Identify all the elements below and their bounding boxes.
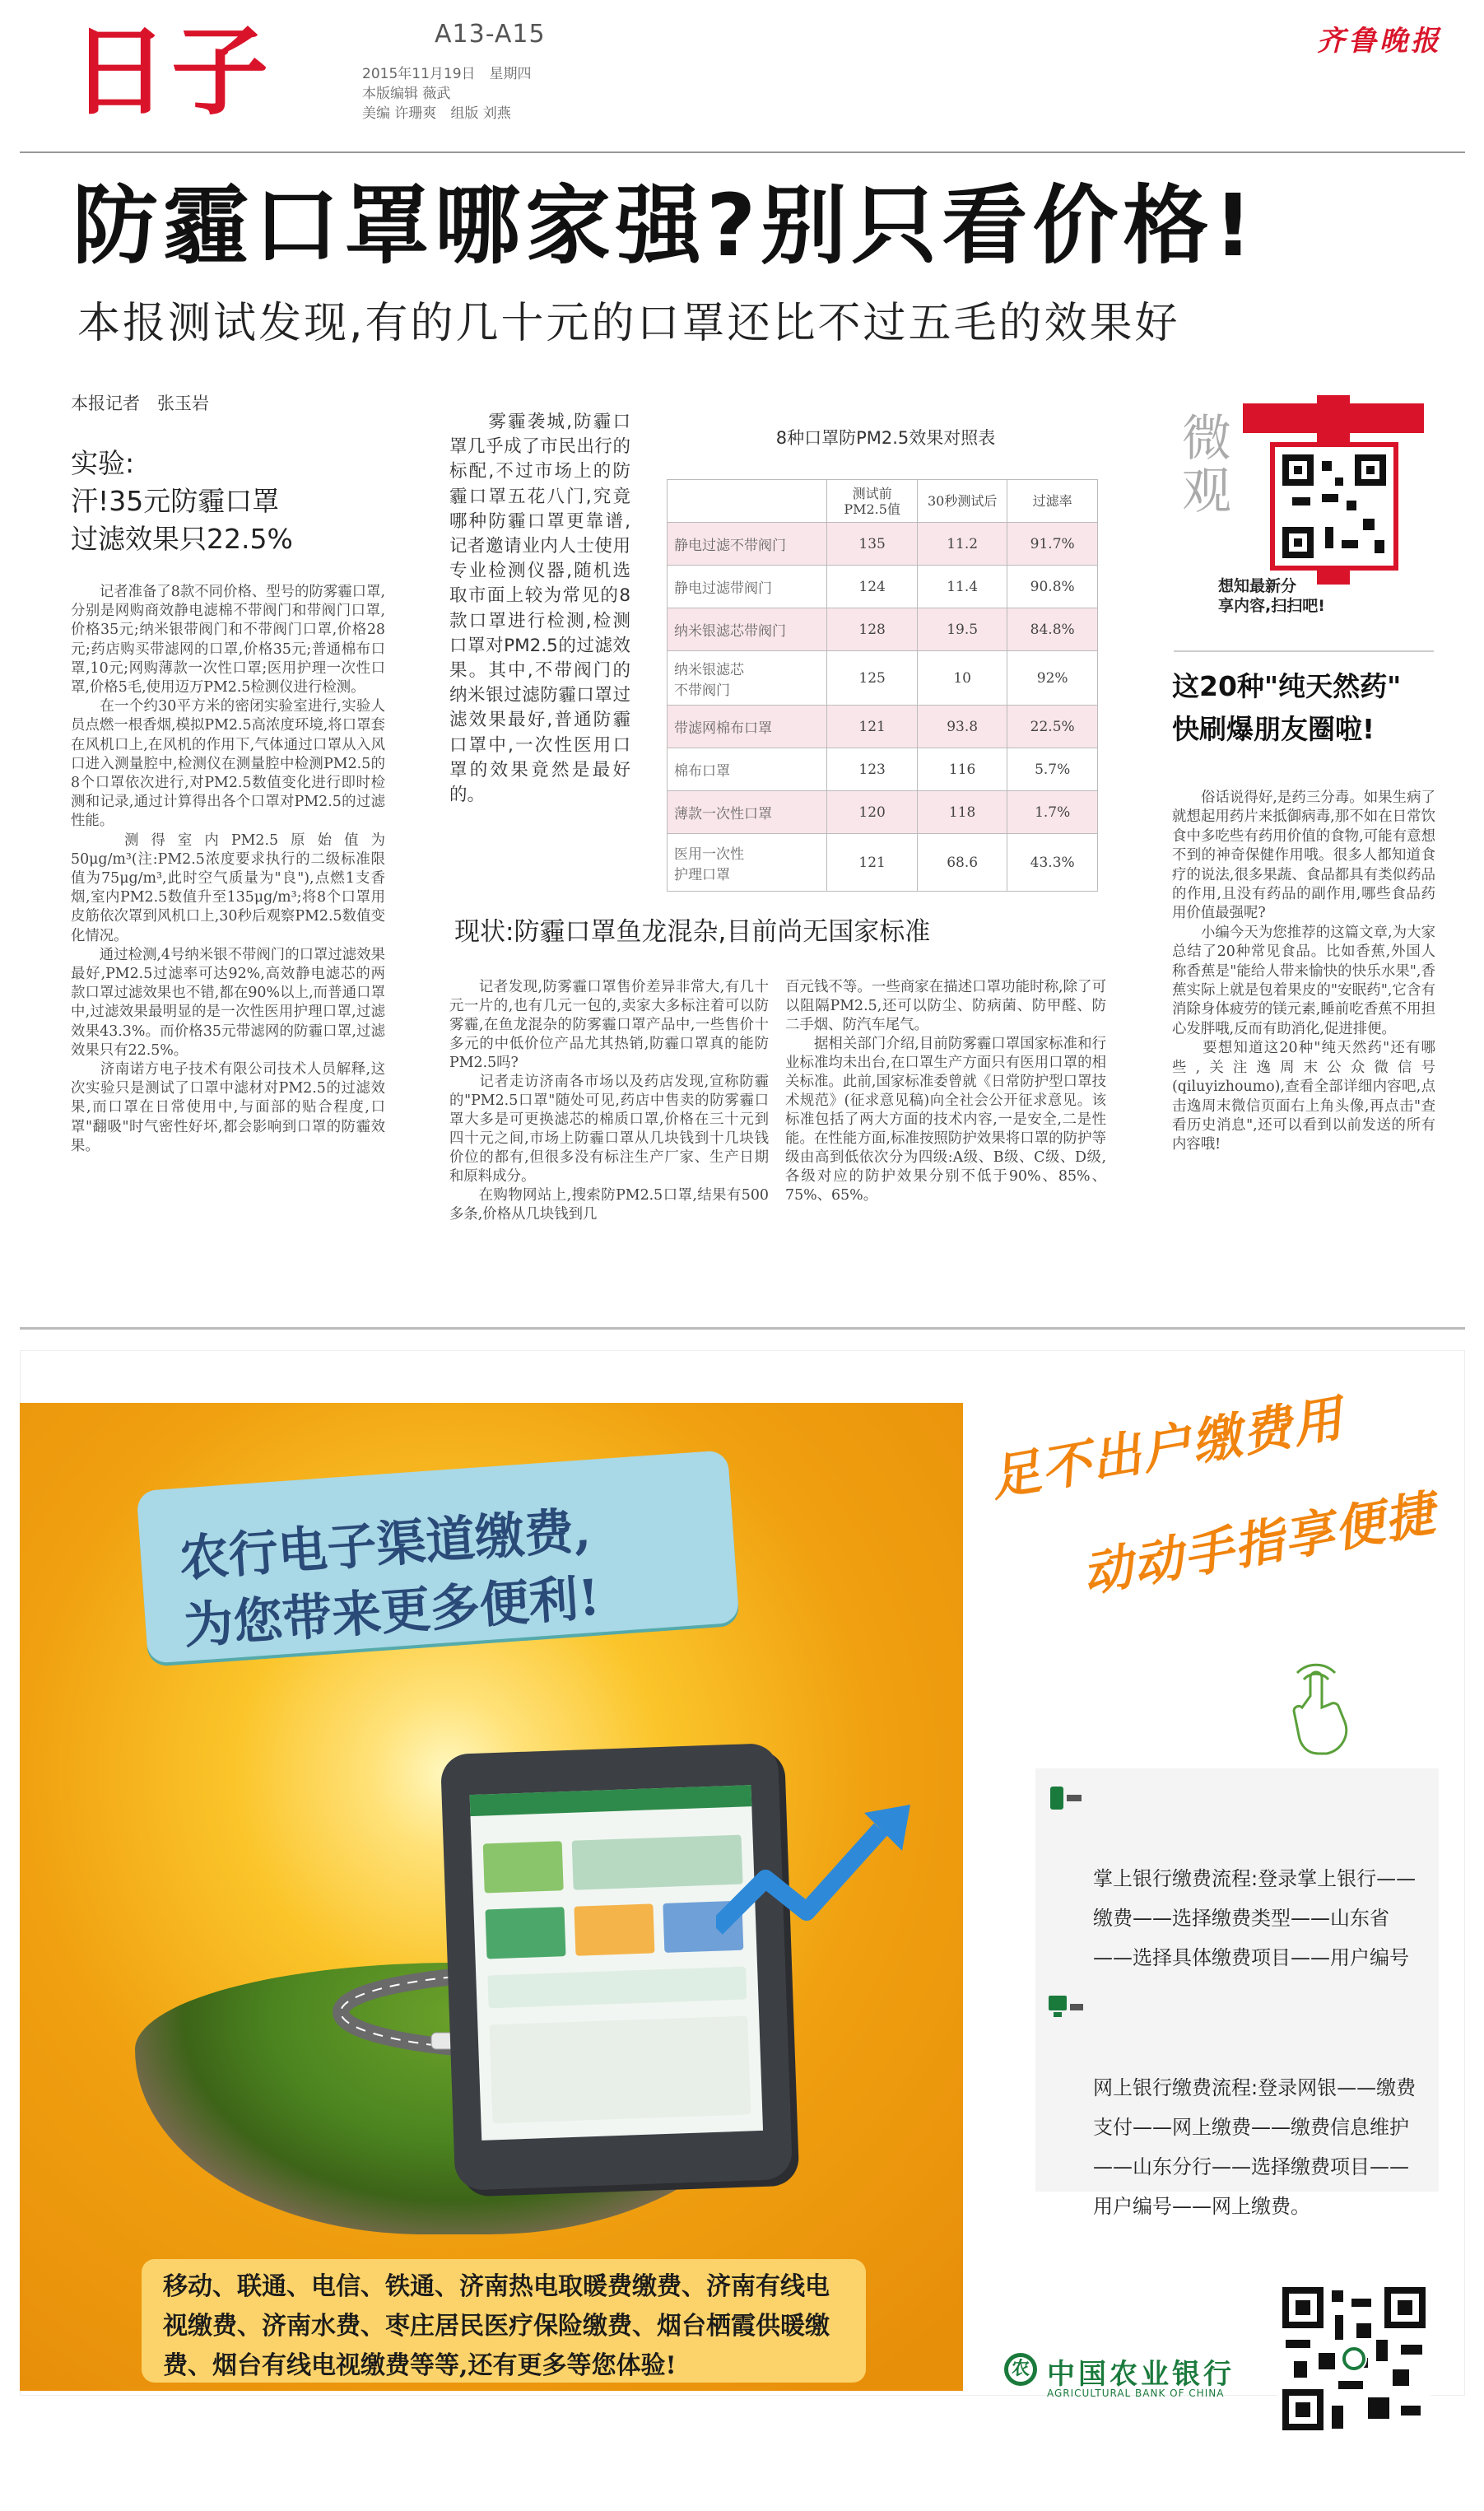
ad-visual: [20, 1403, 963, 2391]
before-value: 125: [827, 651, 918, 706]
section-logo: 日子: [71, 14, 272, 128]
abc-logo-icon: 农: [1004, 2353, 1037, 2386]
mask-name: 纳米银滤芯带阀门: [668, 608, 827, 651]
dateline: 2015年11月19日 星期四 本版编辑 薇武 美编 许珊爽 组版 刘燕: [362, 66, 532, 122]
after-value: 68.6: [917, 834, 1007, 892]
bank-qr-code[interactable]: [1277, 2282, 1431, 2435]
after-value: 11.2: [917, 523, 1007, 566]
side-divider: [1174, 650, 1434, 652]
mask-name: 医用一次性 护理口罩: [668, 834, 827, 892]
subheadline: 本报测试发现,有的几十元的口罩还比不过五毛的效果好: [77, 299, 1180, 348]
before-value: 121: [827, 706, 918, 748]
vertical-label: 微观: [1174, 412, 1231, 517]
table-row: [668, 706, 1098, 748]
middle-section-heading: 现状:防霾口罩鱼龙混杂,目前尚无国家标准: [454, 917, 931, 947]
tap-hand-icon: [1286, 1663, 1360, 1762]
left-section-heading: 实验: 汗!35元防霾口罩 过滤效果只22.5%: [71, 447, 293, 555]
mobile-flow-text: 掌上银行缴费流程:登录掌上银行——缴费——选择缴费类型——山东省——选择具体缴费项目——用户编号: [1093, 1867, 1417, 1969]
side-article-heading: 这20种"纯天然药" 快刷爆朋友圈啦!: [1172, 670, 1402, 745]
top-divider: [20, 151, 1465, 153]
comparison-table: [667, 479, 1098, 892]
table-row: [668, 834, 1098, 892]
ad-tagline-1: 足不出户缴费用: [986, 1389, 1348, 1508]
mask-name: 纳米银滤芯 不带阀门: [668, 651, 827, 706]
middle-article-body-b: 百元钱不等。一些商家在描述口罩功能时称,除了可以阻隔PM2.5,还可以防尘、防病菌、防甲醛、防二手烟、防汽车尾气。 据相关部门介绍,目前防雾霾口罩国家标准和行业标准均未出台,在口罩生产方面只有医用口罩的相关标准。此前,国家标准委曾就《日常防护型口罩技术规范》(征求意见稿)向全社会公开征求意见。该标准包括了两大方面的技术内容,一是安全,二是性能。在性能方面,标准按照防护效果将口罩的防护等级由高到低依次分为四级:A级、B级、C级、D级,各级对应的防护效果分别不低于90%、85%、75%、65%。: [785, 979, 1106, 1204]
headline: 防霾口罩哪家强?别只看价格!: [72, 175, 1258, 276]
side-article-body: 俗话说得好,是药三分毒。如果生病了就想起用药片来抵御病毒,那不如在日常饮食中多吃些有药用价值的食物,可能有意想不到的神奇保健作用哦。很多人都知道食疗的说法,很多果蔬、食品都具有类似药品的作用,且没有药品的副作用,哪些食品药用价值最强呢? 小编今天为您推荐的这篇文章,为大家总结了20种常见食品。比如香蕉,外国人称香蕉是"能给人带来愉快的快乐水果",香蕉实际上就是包着果皮的"安眠药",它含有消除身体疲劳的镁元素,睡前吃香蕉不用担心发胖哦,反而有助消化,促进排便。 要想知道这20种"纯天然药"还有哪些,关注逸周末公众微信号(qiluyizhoumo),查看全部详细内容吧,点击逸周末微信页面右上角头像,再点击"查看历史消息",还可以看到以前发送的所有内容哦!: [1172, 790, 1435, 1153]
left-article-body: 记者准备了8款不同价格、型号的防雾霾口罩,分别是网购商效静电滤棉不带阀门和带阀门口罩,价格35元;纳米银带阀门和不带阀门口罩,价格28元;药店购买带滤网的口罩,价格35元;普通棉布口罩,10元;网购薄款一次性口罩;医用护理一次性口罩,价格5毛,使用迈万PM2.5检测仪进行检测。 在一个约30平方米的密闭实验室进行,实验人员点燃一根香烟,模拟PM2.5高浓度环境,将口罩套在风机口上,在风机的作用下,气体通过口罩从入风口进入测量腔中,检测仪在测量腔中检测PM2.5的8个口罩依次进行,对PM2.5数值变化进行即时检测和记录,通过计算得出各个口罩对PM2.5的过滤性能。 测得室内PM2.5原始值为50μg/m³(注:PM2.5浓度要求执行的二级标准限值为75μg/m³,此时空气质量为"良"),点燃1支香烟,室内PM2.5数值升至135μg/m³;将8个口罩用皮筋依次罩到风机口上,30秒后观察PM2.5数值变化情况。 通过检测,4号纳米银不带阀门的口罩过滤效果最好,PM2.5过滤率可达92%,高效静电滤芯的两款口罩过滤效果也不错,都在90%以上,而普通口罩中,过滤效果最明显的是一次性医用护理口罩,过滤效果43.3%。而价格35元带滤网的防霾口罩,过滤效果只有22.5%。 济南诺方电子技术有限公司技术人员解释,这次实验只是测试了口罩中滤材对PM2.5的过滤效果,而口罩在日常使用中,与面部的贴合程度,口罩"翻吸"时气密性好坏,都会影响到口罩的防霾效果。: [71, 584, 385, 1154]
screen-header: [470, 1785, 752, 1816]
web-banking-flow: [1035, 1978, 1439, 2218]
before-value: 123: [827, 748, 918, 791]
table-header-cell: 测试前 PM2.5值: [827, 480, 918, 523]
filter-rate: 1.7%: [1007, 791, 1098, 834]
table-row: [668, 791, 1098, 834]
after-value: 11.4: [917, 566, 1007, 608]
table-row: [668, 566, 1098, 608]
screen-tile: [483, 1841, 564, 1893]
ad-tagline-2: 动动手指享便捷: [1078, 1484, 1440, 1604]
growth-arrow-icon: [716, 1805, 914, 1953]
article-intro: 雾霾袭城,防霾口罩几乎成了市民出行的标配,不过市场上的防霾口罩五花八门,究竟哪种防霾口罩更靠谱,记者邀请业内人士使用专业检测仪器,随机选取市面上较为常见的8款口罩进行检测,检测口罩对PM2.5的过滤效果。其中,不带阀门的纳米银过滤防霾口罩过滤效果最好,普通防霾口罩中,一次性医用口罩的效果竟然是最好的。: [449, 412, 630, 806]
table-row: [668, 748, 1098, 791]
ad-slogan: 农行电子渠道缴费, 为您带来更多便利!: [177, 1502, 602, 1656]
filter-rate: 5.7%: [1007, 748, 1098, 791]
after-value: 10: [917, 651, 1007, 706]
middle-article-body-a: 记者发现,防雾霾口罩售价差异非常大,有几十元一片的,也有几元一包的,卖家大多标注着可以防雾霾,在鱼龙混杂的防雾霾口罩产品中,一些售价十多元的中低价位产品尤其热销,防霾口罩真的能防PM2.5吗? 记者走访济南各市场以及药店发现,宣称防霾的"PM2.5口罩"随处可见,药店中售卖的防雾霾口罩大多是可更换滤芯的棉质口罩,价格在三十元到四十元之间,市场上防霾口罩从几块钱到十几块钱价位的都有,但很多没有标注生产厂家、生产日期和原料成分。 在购物网站上,搜索防PM2.5口罩,结果有500多条,价格从几块钱到几: [449, 979, 769, 1223]
table-header-row: [668, 480, 1098, 523]
table-row: [668, 523, 1098, 566]
mask-name: 棉布口罩: [668, 748, 827, 791]
mask-name: 薄款一次性口罩: [668, 791, 827, 834]
after-value: 19.5: [917, 608, 1007, 651]
table-header-cell: [668, 480, 827, 523]
mask-name: 静电过滤不带阀门: [668, 523, 827, 566]
newspaper-brand: 齐鲁晚报: [1317, 25, 1442, 58]
filter-rate: 92%: [1007, 651, 1098, 706]
supported-services: 移动、联通、电信、铁通、济南热电取暖费缴费、济南有线电视缴费、济南水费、枣庄居民医疗保险缴费、烟台栖霞供暖缴费、烟台有线电视缴费等等,还有更多等您体验!: [142, 2259, 866, 2383]
screen-tile: [489, 2015, 751, 2123]
filter-rate: 91.7%: [1007, 523, 1098, 566]
table-row: [668, 651, 1098, 706]
screen-tile: [485, 1907, 565, 1959]
bank-name-english: AGRICULTURAL BANK OF CHINA: [1047, 2388, 1225, 2399]
mask-name: 静电过滤带阀门: [668, 566, 827, 608]
after-value: 93.8: [917, 706, 1007, 748]
screen-tile: [574, 1903, 654, 1955]
screen-tile: [487, 1967, 747, 2009]
mask-name: 带滤网棉布口罩: [668, 706, 827, 748]
table-row: [668, 608, 1098, 651]
before-value: 120: [827, 791, 918, 834]
mobile-banking-flow: [1035, 1768, 1439, 1982]
bank-name: 中国农业银行: [1047, 2358, 1235, 2391]
after-value: 116: [917, 748, 1007, 791]
after-value: 118: [917, 791, 1007, 834]
before-value: 128: [827, 608, 918, 651]
ad-divider: [20, 1327, 1465, 1330]
table-header-cell: 30秒测试后: [917, 480, 1007, 523]
filter-rate: 84.8%: [1007, 608, 1098, 651]
page-range: A13-A15: [435, 20, 546, 49]
before-value: 121: [827, 834, 918, 892]
table-title: 8种口罩防PM2.5效果对照表: [775, 428, 996, 448]
phone-icon: [1049, 1787, 1083, 1811]
computer-icon: [1049, 1996, 1083, 2020]
filter-rate: 90.8%: [1007, 566, 1098, 608]
table-header-cell: 过滤率: [1007, 480, 1098, 523]
byline: 本报记者 张玉岩: [71, 394, 209, 413]
before-value: 135: [827, 523, 918, 566]
weekend-qr-badge: [1243, 395, 1432, 601]
filter-rate: 22.5%: [1007, 706, 1098, 748]
before-value: 124: [827, 566, 918, 608]
qr-caption: 想知最新分 享内容,扫扫吧!: [1218, 577, 1325, 615]
filter-rate: 43.3%: [1007, 834, 1098, 892]
web-flow-text: 网上银行缴费流程:登录网银——缴费支付——网上缴费——缴费信息维护——山东分行——选择缴费项目——用户编号——网上缴费。: [1093, 2076, 1417, 2218]
